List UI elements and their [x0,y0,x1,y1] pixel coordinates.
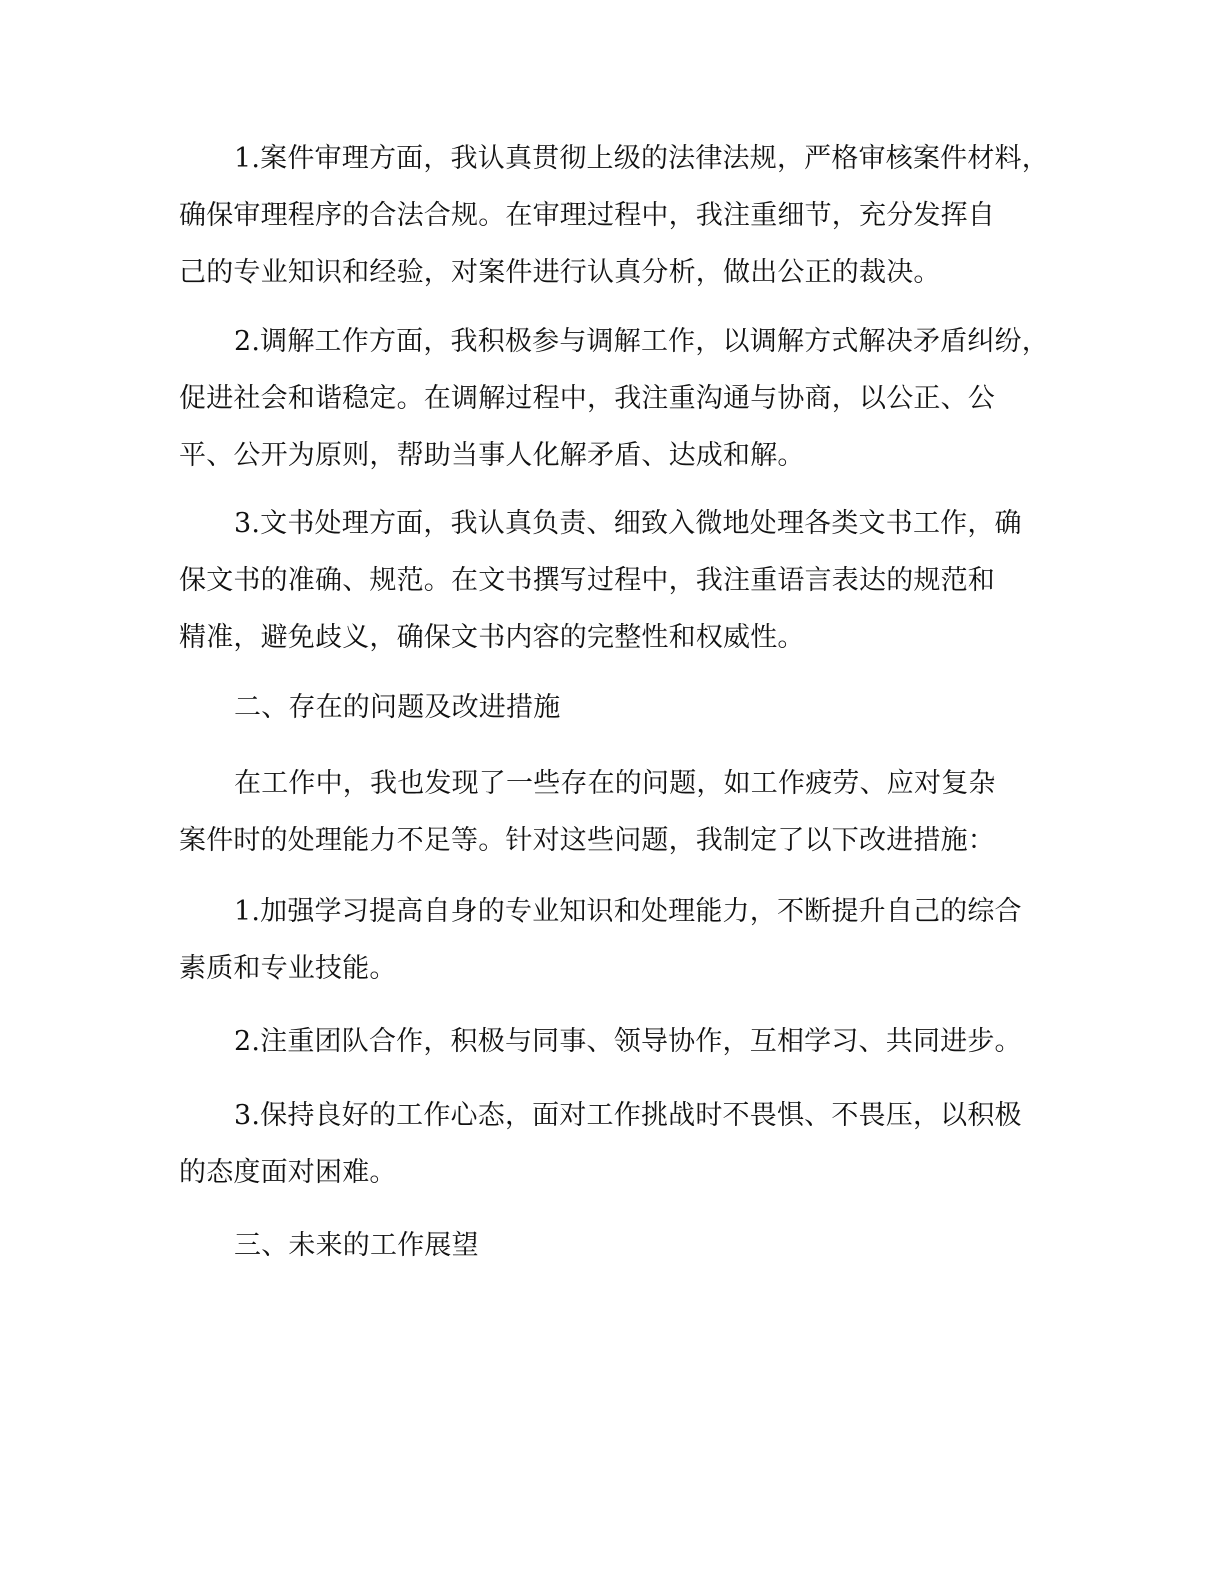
text-line: 1.案件审理方面，我认真贯彻上级的法律法规，严格审核案件材料， [234,143,1049,174]
paragraph-measure-1 [179,883,1049,997]
text-line: 精准，避免歧义，确保文书内容的完整性和权威性。 [179,622,805,653]
text-line: 平、公开为原则，帮助当事人化解矛盾、达成和解。 [179,440,805,471]
text-line: 己的专业知识和经验，对案件进行认真分析，做出公正的裁决。 [179,257,941,288]
section-heading: 二、存在的问题及改进措施 [234,692,561,723]
section-heading-problems [179,679,1049,736]
paragraph-documents [179,495,1049,666]
text-line: 促进社会和谐稳定。在调解过程中，我注重沟通与协商，以公正、公 [179,383,995,414]
paragraph-measure-2 [179,1013,1049,1070]
text-line: 素质和专业技能。 [179,953,397,984]
text-line: 案件时的处理能力不足等。针对这些问题，我制定了以下改进措施： [179,825,995,856]
paragraph-problems-intro [179,755,1049,869]
text-line: 在工作中，我也发现了一些存在的问题，如工作疲劳、应对复杂 [234,768,996,799]
text-line: 3.保持良好的工作心态，面对工作挑战时不畏惧、不畏压，以积极 [234,1100,1022,1131]
text-line: 2.调解工作方面，我积极参与调解工作，以调解方式解决矛盾纠纷， [234,326,1049,357]
section-heading-outlook [179,1217,1049,1274]
text-line: 的态度面对困难。 [179,1157,397,1188]
text-line: 2.注重团队合作，积极与同事、领导协作，互相学习、共同进步。 [234,1026,1022,1057]
paragraph-case-trial [179,130,1049,301]
text-line: 1.加强学习提高自身的专业知识和处理能力，不断提升自己的综合 [234,896,1022,927]
text-line: 保文书的准确、规范。在文书撰写过程中，我注重语言表达的规范和 [179,565,995,596]
paragraph-mediation [179,313,1049,484]
section-heading: 三、未来的工作展望 [234,1230,479,1261]
text-line: 3.文书处理方面，我认真负责、细致入微地处理各类文书工作，确 [234,508,1022,539]
text-line: 确保审理程序的合法合规。在审理过程中，我注重细节，充分发挥自 [179,200,995,231]
paragraph-measure-3 [179,1087,1049,1201]
